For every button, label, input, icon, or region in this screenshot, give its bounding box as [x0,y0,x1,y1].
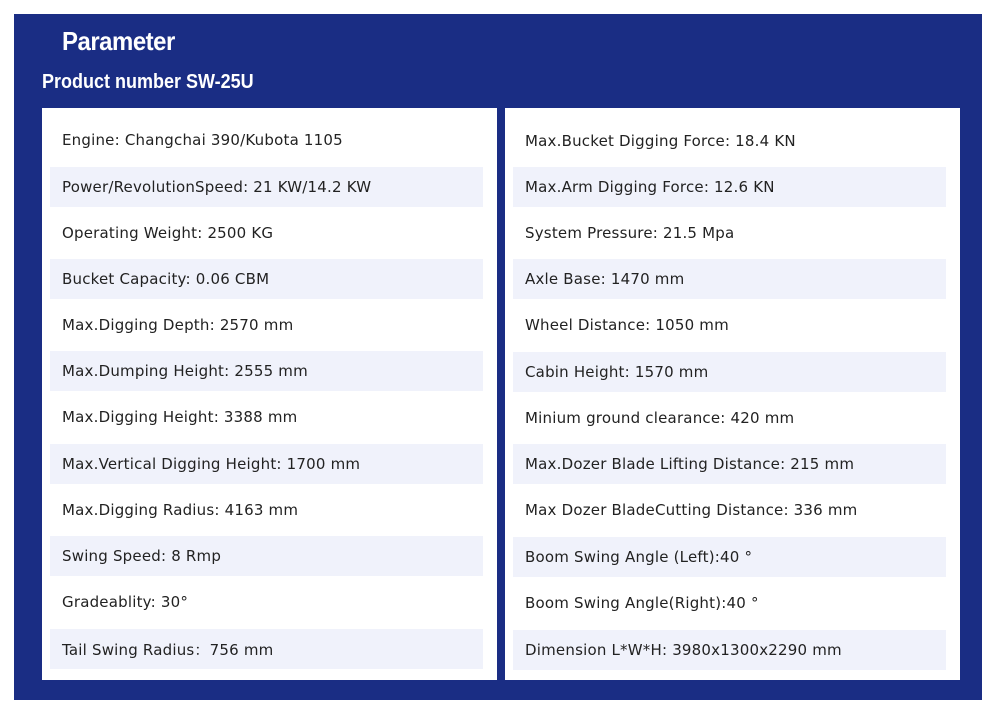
spec-text: Minium ground clearance: 420 mm [525,409,795,427]
spec-text: Swing Speed: 8 Rmp [62,547,222,565]
spec-text: Operating Weight: 2500 KG [62,224,274,242]
spec-row [50,120,483,160]
spec-text: Power/RevolutionSpeed: 21 KW/14.2 KW [62,178,372,196]
spec-text: Max.Digging Radius: 4163 mm [62,501,299,519]
spec-text: Gradeablity: 30° [62,593,189,611]
spec-row [50,536,483,576]
spec-row [50,259,483,299]
spec-text: Boom Swing Angle(Right):40 ° [525,594,759,612]
spec-text: Max.Dumping Height: 2555 mm [62,362,308,380]
spec-row [513,352,946,392]
spec-row [50,213,483,253]
spec-text: Dimension L*W*H: 3980x1300x2290 mm [525,641,842,659]
spec-text: Cabin Height: 1570 mm [525,363,709,381]
spec-text: Max.Vertical Digging Height: 1700 mm [62,455,361,473]
spec-row [513,259,946,299]
right-spec-panel [505,108,960,680]
left-spec-panel [42,108,497,680]
spec-row [50,444,483,484]
spec-row [50,167,483,207]
spec-row [50,397,483,437]
spec-text: Engine: Changchai 390/Kubota 1105 [62,131,343,149]
spec-text: Max.Digging Height: 3388 mm [62,408,298,426]
spec-row [513,121,946,161]
spec-row [513,305,946,345]
spec-row [50,351,483,391]
spec-row [50,490,483,530]
spec-row [513,630,946,670]
spec-row [513,213,946,253]
spec-row [513,167,946,207]
spec-row [513,537,946,577]
spec-row [50,305,483,345]
spec-text: System Pressure: 21.5 Mpa [525,224,735,242]
spec-row [513,583,946,623]
spec-row [50,629,483,669]
spec-text: Tail Swing Radius：756 mm [62,640,274,659]
spec-text: Max.Dozer Blade Lifting Distance: 215 mm [525,455,855,473]
page-title: Parameter [62,26,175,56]
product-number: Product number SW-25U [42,71,254,93]
spec-row [50,582,483,622]
spec-text: Wheel Distance: 1050 mm [525,316,729,334]
spec-text: Max Dozer BladeCutting Distance: 336 mm [525,501,858,519]
spec-row [513,444,946,484]
spec-row [513,398,946,438]
spec-text: Max.Digging Depth: 2570 mm [62,316,294,334]
spec-text: Max.Bucket Digging Force: 18.4 KN [525,132,796,150]
spec-text: Axle Base: 1470 mm [525,270,685,288]
spec-text: Bucket Capacity: 0.06 CBM [62,270,270,288]
spec-text: Max.Arm Digging Force: 12.6 KN [525,178,775,196]
spec-text: Boom Swing Angle (Left):40 ° [525,548,753,566]
spec-row [513,490,946,530]
